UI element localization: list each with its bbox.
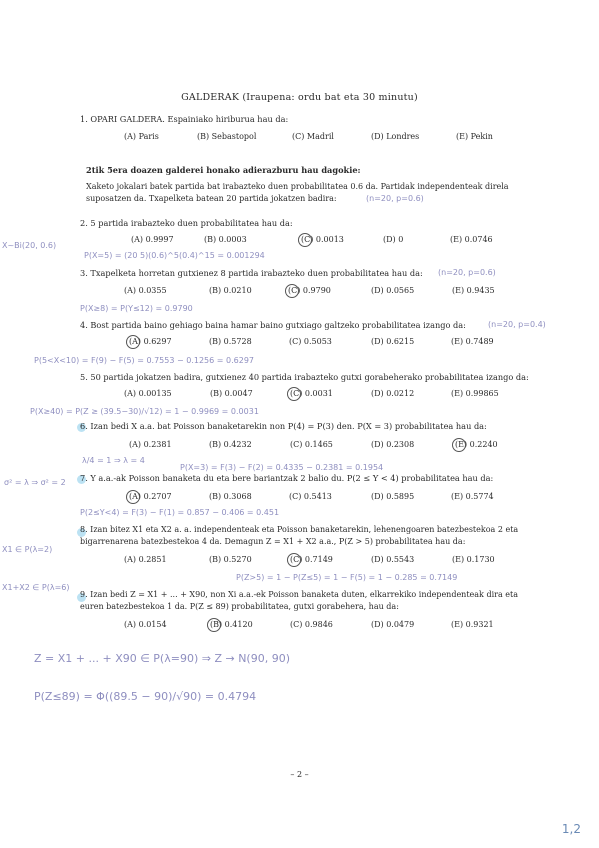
question-3: 3. Txapelketa horretan gutxienez 8 partida irabazteko duen probabilitatea hau da: (80, 268, 423, 278)
question-2: 2. 5 partida irabazteko duen probabilitatea hau da: (80, 218, 293, 228)
section-intro-heading: 2tik 5era doazen galderei honako adierazburu hau dagokie: (86, 165, 361, 175)
q6-option-c: (C) 0.1465 (290, 440, 333, 449)
handwritten-work: P(X≥8) = P(Y≤12) = 0.9790 (80, 304, 193, 313)
handwritten-work: P(2≤Y<4) = F(3) − F(1) = 0.857 − 0.406 = 0.451 (80, 508, 280, 517)
q5-option-b: (B) 0.0047 (210, 389, 253, 398)
q4-option-b: (B) 0.5728 (209, 337, 252, 346)
q6-option-e: (E) 0.2240 (455, 440, 498, 449)
q6-option-a: (A) 0.2381 (129, 440, 172, 449)
q2-option-e: (E) 0.0746 (450, 235, 493, 244)
handwritten-side-note: X1 ∈ P(λ=2) (2, 545, 53, 554)
handwritten-work: λ/4 = 1 ⇒ λ = 4 (82, 456, 145, 465)
q8-option-b: (B) 0.5270 (209, 555, 252, 564)
question-8: 8. Izan bitez X1 eta X2 a. a. independenteak eta Poisson banaketarekin, lehenengoaren batezbestekoa 2 eta bigarrenarena batezbestekoa 4 da. Demagun Z = X1 + X2 a.a., P(Z > 5) probabilitatea hau da: (80, 525, 519, 546)
q9-option-c: (C) 0.9846 (290, 620, 333, 629)
page-title: GALDERAK (Iraupena: ordu bat eta 30 minutu) (181, 92, 418, 103)
answer-circle (126, 335, 140, 349)
question-5: 5. 50 partida jokatzen badira, gutxienez 40 partida irabazteko gutxi gorabeherako probabilitatea izango da: (80, 372, 529, 382)
q7-option-d: (D) 0.5895 (371, 492, 415, 501)
answer-circle (207, 618, 221, 632)
q6-option-b: (B) 0.4232 (209, 440, 252, 449)
handwritten-work: Z = X1 + ... + X90 ∈ P(λ=90) ⇒ Z → N(90, 90) (34, 652, 290, 665)
q2-option-b: (B) 0.0003 (204, 235, 247, 244)
handwritten-work: P(Z>5) = 1 − P(Z≤5) = 1 − F(5) = 1 − 0.285 = 0.7149 (236, 573, 458, 582)
q3-option-d: (D) 0.0565 (371, 286, 415, 295)
handwritten-work: P(X=3) = F(3) − F(2) = 0.4335 − 0.2381 = 0.1954 (180, 463, 384, 472)
q3-option-b: (B) 0.0210 (209, 286, 252, 295)
q4-option-e: (E) 0.7489 (451, 337, 494, 346)
handwritten-work: P(X≥40) = P(Z ≥ (39.5−30)/√12) = 1 − 0.9969 = 0.0031 (30, 407, 259, 416)
handwritten-work: P(5<X<10) = F(9) − F(5) = 0.7553 − 0.1256 = 0.6297 (34, 356, 255, 365)
q1-option-e: (E) Pekin (456, 132, 493, 141)
q7-option-a: (A) 0.2707 (129, 492, 172, 501)
q9-option-a: (A) 0.0154 (124, 620, 167, 629)
q4-option-d: (D) 0.6215 (371, 337, 415, 346)
q8-option-d: (D) 0.5543 (371, 555, 415, 564)
handwritten-note: (n=20, p=0.6) (366, 194, 424, 203)
q7-option-c: (C) 0.5413 (289, 492, 332, 501)
q5-option-e: (E) 0.99865 (451, 389, 499, 398)
q5-option-d: (D) 0.0212 (371, 389, 415, 398)
q5-option-c: (C) 0.0031 (290, 389, 333, 398)
answer-circle (287, 553, 301, 567)
answer-circle (452, 438, 466, 452)
handwritten-side-note: X~Bi(20, 0.6) (2, 241, 57, 250)
question-4: 4. Bost partida baino gehiago baina hamar baino gutxiago galtzeko probabilitatea izango da: (80, 320, 466, 330)
answer-circle (287, 387, 301, 401)
q9-option-b: (B) 0.4120 (210, 620, 253, 629)
q4-option-c: (C) 0.5053 (289, 337, 332, 346)
answer-circle (126, 490, 140, 504)
page-number: – 2 – (290, 770, 309, 779)
corner-mark: 1,2 (561, 822, 581, 836)
q8-option-a: (A) 0.2851 (124, 555, 167, 564)
handwritten-side-note: X1+X2 ∈ P(λ=6) (2, 583, 70, 592)
answer-circle (285, 284, 299, 298)
handwritten-work: P(X=5) = (20 5)(0.6)^5(0.4)^15 = 0.001294 (84, 251, 265, 260)
handwritten-note: (n=20, p=0.6) (438, 268, 496, 277)
q3-option-a: (A) 0.0355 (124, 286, 167, 295)
q7-option-e: (E) 0.5774 (451, 492, 494, 501)
handwritten-note: (n=20, p=0.4) (488, 320, 546, 329)
q2-option-d: (D) 0 (383, 235, 404, 244)
q2-option-a: (A) 0.9997 (131, 235, 174, 244)
question-7: 7. Y a.a.-ak Poisson banaketa du eta bere bariantzak 2 balio du. P(2 ≤ Y < 4) probabilitatea hau da: (80, 473, 494, 483)
q1-option-c: (C) Madril (292, 132, 334, 141)
answer-circle (298, 233, 312, 247)
handwritten-side-note: σ² = λ ⇒ σ² = 2 (4, 478, 66, 487)
q6-option-d: (D) 0.2308 (371, 440, 415, 449)
q3-option-c: (C) 0.9790 (288, 286, 331, 295)
q7-option-b: (B) 0.3068 (209, 492, 252, 501)
q3-option-e: (E) 0.9435 (452, 286, 495, 295)
q1-option-a: (A) Paris (124, 132, 159, 141)
question-6: 6. Izan bedi X a.a. bat Poisson banaketarekin non P(4) = P(3) den. P(X = 3) probabilitatea hau da: (80, 421, 487, 431)
section-intro-body: Xaketo jokalari batek partida bat irabazteko duen probabilitatea 0.6 da. Partidak independenteak direla suposatzen da. Txapelketa batean 20 partida jokatzen badira: (86, 182, 509, 203)
q1-option-b: (B) Sebastopol (197, 132, 257, 141)
handwritten-work: P(Z≤89) = Φ((89.5 − 90)/√90) = 0.4794 (34, 690, 257, 703)
q8-option-c: (C) 0.7149 (290, 555, 333, 564)
q9-option-d: (D) 0.0479 (371, 620, 415, 629)
question-9: 9. Izan bedi Z = X1 + ... + X90, non Xi a.a.-ek Poisson banaketa duten, elkarrekiko independenteak dira eta euren batezbestekoa 1 da. P(Z ≤ 89) probabilitatea, gutxi gorabehera, hau da: (80, 590, 518, 611)
q2-option-c: (C) 0.0013 (301, 235, 344, 244)
q5-option-a: (A) 0.00135 (124, 389, 172, 398)
q4-option-a: (A) 0.6297 (129, 337, 172, 346)
q1-option-d: (D) Londres (371, 132, 420, 141)
question-1: 1. OPARI GALDERA. Espainiako hiriburua hau da: (80, 114, 289, 124)
q9-option-e: (E) 0.9321 (451, 620, 494, 629)
q8-option-e: (E) 0.1730 (452, 555, 495, 564)
